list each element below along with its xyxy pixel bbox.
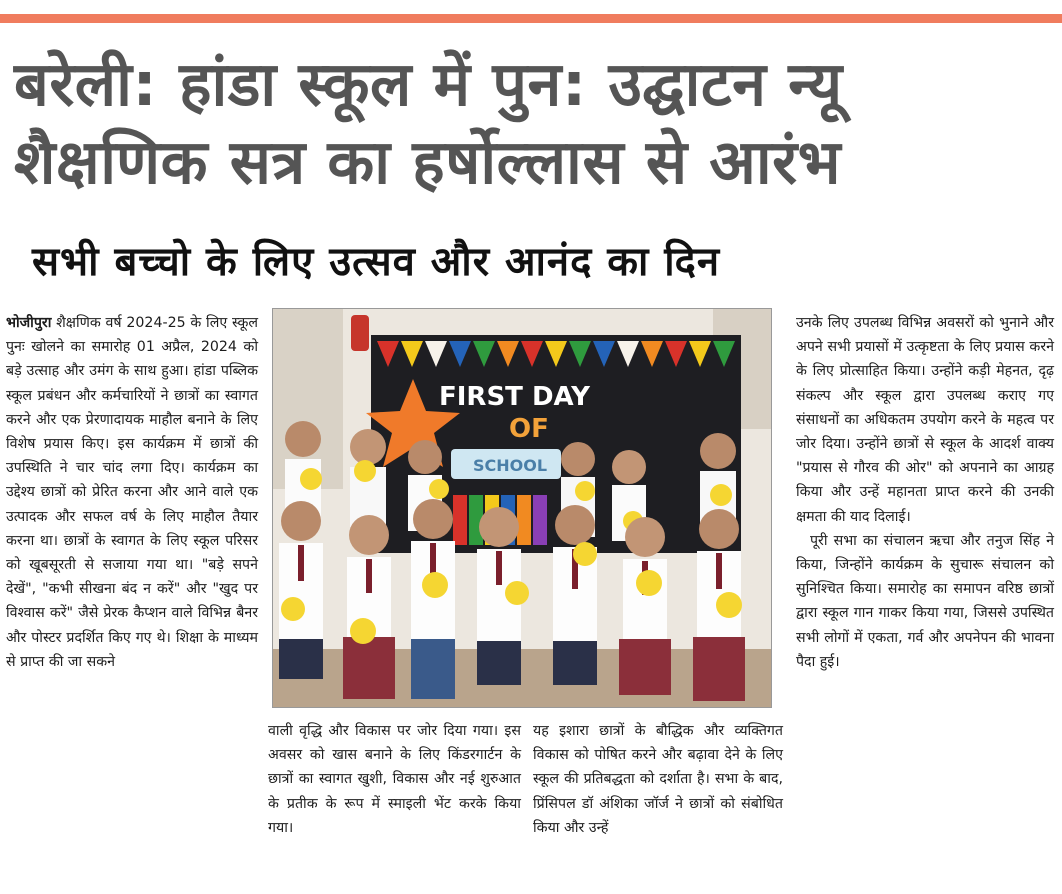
article-column-right xyxy=(796,311,1054,674)
headline-line-1: बरेली: हांडा स्कूल में पुन: उद्घाटन न्यू xyxy=(14,49,843,120)
article-column-mid-2 xyxy=(533,719,783,840)
paragraph-text: यह इशारा छात्रों के बौद्धिक और व्यक्तिगत विकास को पोषित करने और बढ़ावा देने के लिए स्कूल की प्रतिबद्धता को दर्शाता है। सभा के बाद, प्रिंसिपल डॉ अंशिका जॉर्ज ने छात्रों को संबोधित किया और उन्हें xyxy=(533,723,783,836)
article-photo xyxy=(272,308,772,708)
headline xyxy=(14,46,1054,202)
paragraph-text: पूरी सभा का संचालन ऋचा और तनुज सिंह ने किया, जिन्होंने कार्यक्रम के सुचारू संचालन को सुनिश्चित किया। समारोह का समापन वरिष्ठ छात्रों द्वारा स्कूल गान गाकर किया गया, जिससे उपस्थित सभी लोगों में एकता, गर्व और अपनेपन की भावना पैदा हुई। xyxy=(796,532,1054,670)
subheadline: सभी बच्चो के लिए उत्सव और आनंद का दिन xyxy=(32,239,721,285)
article-column-mid-1 xyxy=(268,719,521,840)
board-text-line-2: OF xyxy=(509,414,549,444)
paragraph-text: वाली वृद्धि और विकास पर जोर दिया गया। इस अवसर को खास बनाने के लिए किंडरगार्टन के छात्रों का स्वागत खुशी, विकास और नई शुरुआत के प्रतीक के रूप में स्माइली भेंट करके किया गया। xyxy=(268,723,521,836)
paragraph-text: शैक्षणिक वर्ष 2024-25 के लिए स्कूल पुनः खोलने का समारोह 01 अप्रैल, 2024 को बड़े उत्साह और उमंग के साथ हुआ। हांडा पब्लिक स्कूल प्रबंधन और कर्मचारियों ने छात्रों का स्वागत करने और एक प्रेरणादायक माहौल बनाने के लिए विशेष प्रयास किए। इस कार्यक्रम में छात्रों की उपस्थिति ने चार चांद लगा दिए। कार्यक्रम का उद्देश्य छात्रों को प्रेरित करना और आने वाले एक उत्पादक और सफल वर्ष के लिए माहौल तैयार करना था। छात्रों के स्वागत के लिए स्कूल परिसर को खूबसूरती से सजाया गया था। "बड़े सपने देखें", "कभी सीखना बंद न करें" और "खुद पर विश्वास करें" जैसे प्रेरक कैप्शन वाले विभिन्न बैनर और पोस्टर प्रदर्शित किए गए थे। शिक्षा के माध्यम से प्राप्त की जा सकने xyxy=(6,315,258,670)
top-accent-rule xyxy=(0,14,1062,23)
article-column-left xyxy=(6,311,258,674)
paragraph-text: उनके लिए उपलब्ध विभिन्न अवसरों को भुनाने और अपने सभी प्रयासों में उत्कृष्टता के लिए प्रयास करने के लिए प्रोत्साहित किया। उन्होंने कड़ी मेहनत, दृढ़ संकल्प और स्कूल द्वारा उपलब्ध कराए गए संसाधनों का अधिकतम उपयोग करने के महत्व पर जोर दिया। उन्होंने छात्रों से स्कूल के आदर्श वाक्य "प्रयास से गौरव की ओर" को अपनाने का आग्रह किया और उन्हें महानता प्राप्त करने की उनकी क्षमता की याद दिलाई। xyxy=(796,315,1054,525)
board-text-line-3: SCHOOL xyxy=(473,456,548,475)
article-paragraph xyxy=(6,311,258,674)
dateline: भोजीपुरा xyxy=(6,315,52,331)
board-text-line-1: FIRST DAY xyxy=(439,382,591,412)
classroom-photo-illustration xyxy=(273,309,772,708)
headline-line-2: शैक्षणिक सत्र का हर्षोल्लास से आरंभ xyxy=(14,127,841,198)
